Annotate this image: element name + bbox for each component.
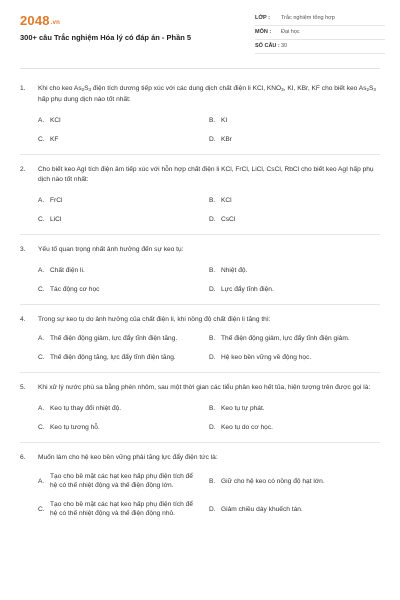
meta-table — [255, 12, 385, 54]
option-b[interactable]: B. KCl — [209, 197, 232, 204]
brand-logo[interactable] — [20, 13, 60, 28]
meta-value: Đại học — [281, 29, 300, 35]
question-number: 6. — [20, 454, 26, 461]
question-2 — [0, 165, 400, 235]
question-stem: Trong sự keo tụ do ảnh hưởng của chất điện li, khi nồng độ chất điện li tăng thì: — [38, 316, 271, 323]
question-stem: Khi xử lý nước phù sa bằng phèn nhôm, sau một thời gian các tiểu phân keo hết tủa, hiện tượng trên được gọi là: — [38, 384, 371, 391]
meta-key: MÔN : — [255, 29, 272, 35]
answer-options — [20, 196, 380, 234]
question-number: 2. — [20, 166, 26, 173]
option-c[interactable]: C. LiCl — [38, 216, 62, 223]
question-3 — [0, 245, 400, 305]
answer-options — [20, 472, 380, 528]
option-b[interactable]: B. Giữ cho hệ keo có nồng độ hạt lớn. — [209, 477, 325, 485]
meta-value: 30 — [281, 43, 288, 49]
question-stem: Muốn làm cho hệ keo bền vững phải tăng lực đẩy điện tức là: — [38, 454, 218, 461]
document-title: 300+ câu Trắc nghiệm Hóa lý có đáp án - Phần 5 — [20, 33, 192, 42]
option-a[interactable]: A. KCl — [38, 117, 61, 124]
question-stem: Khi cho keo $As_2S_3$ điện tích dương tiếp xúc với các dung dịch chất điện li KCl, $KNO_3$, KI, KBr, KF cho biết keo $As_2S_3$ hấp phụ dung dịch nào tốt nhất: — [38, 85, 376, 103]
option-a[interactable]: A. FrCl — [38, 197, 63, 204]
option-d[interactable]: D. Hệ keo bền vững về động học. — [209, 354, 312, 361]
option-c[interactable]: C. Keo tụ tương hỗ. — [38, 424, 100, 431]
option-c[interactable]: C. Tạo cho bề mặt các hạt keo hấp phụ điện tích để hệ có thế nhiệt động và thế điện động nhỏ. — [38, 501, 193, 517]
option-a[interactable]: A. Thế điện động giảm, lực đẩy tĩnh điện tăng. — [38, 335, 178, 342]
answer-options — [20, 334, 380, 372]
answer-options — [20, 404, 380, 442]
question-6 — [0, 453, 400, 528]
option-a[interactable]: A. Keo tụ thay đổi nhiệt độ. — [38, 405, 122, 412]
header-divider — [20, 68, 380, 69]
option-b[interactable]: B. Thế điện động giảm, lực đẩy tĩnh điện giảm. — [209, 335, 350, 342]
option-d[interactable]: D. Giảm chiều dày khuếch tán. — [209, 505, 303, 513]
question-1 — [0, 84, 400, 155]
question-stem: Cho biết keo AgI tích điện âm tiếp xúc với hỗn hợp chất điện li KCl, FrCl, LiCl, CsCl, RbCl cho biết keo AgI hấp phụ dịch nào tốt nhất: — [38, 166, 374, 183]
option-d[interactable]: D. Lực đẩy tĩnh điện. — [209, 286, 274, 293]
option-b[interactable]: B. Nhiệt độ. — [209, 267, 248, 274]
meta-row-subject — [255, 26, 385, 40]
question-4 — [0, 315, 400, 373]
question-number: 3. — [20, 246, 26, 253]
option-d[interactable]: D. Keo tụ do cơ học. — [209, 424, 273, 431]
option-a[interactable]: A. Tạo cho bề mặt các hạt keo hấp phụ điện tích để hệ có thế nhiệt động và thế điện động lớn. — [38, 473, 193, 489]
question-5 — [0, 383, 400, 443]
meta-row-count — [255, 40, 385, 54]
option-d[interactable]: D. KBr — [209, 136, 232, 143]
answer-options — [20, 266, 380, 304]
option-c[interactable]: C. Tác động cơ học — [38, 286, 100, 293]
question-divider — [20, 372, 380, 373]
question-divider — [20, 154, 380, 155]
question-stem: Yếu tố quan trọng nhất ảnh hưởng đến sự keo tụ: — [38, 246, 184, 253]
option-a[interactable]: A. Chất điện li. — [38, 267, 85, 274]
brand-number: 2048 — [20, 13, 50, 28]
option-c[interactable]: C. KF — [38, 136, 59, 143]
meta-key: LỚP : — [255, 15, 270, 21]
brand-suffix: .vn — [50, 20, 61, 26]
option-b[interactable]: B. Keo tụ tự phát. — [209, 405, 265, 412]
question-divider — [20, 442, 380, 443]
question-number: 4. — [20, 316, 26, 323]
question-number: 1. — [20, 85, 26, 92]
question-divider — [20, 234, 380, 235]
meta-key: SỐ CÂU : — [255, 43, 280, 49]
question-list — [0, 74, 400, 528]
question-number: 5. — [20, 384, 26, 391]
document-header — [0, 0, 400, 74]
question-divider — [20, 304, 380, 305]
option-c[interactable]: C. Thế điện động tăng, lực đẩy tĩnh điện tăng. — [38, 354, 176, 361]
meta-row-class — [255, 12, 385, 26]
option-b[interactable]: B. KI — [209, 117, 228, 124]
meta-value: Trắc nghiệm tổng hợp — [281, 15, 335, 21]
option-d[interactable]: D. CsCl — [209, 216, 236, 223]
answer-options — [20, 116, 380, 154]
